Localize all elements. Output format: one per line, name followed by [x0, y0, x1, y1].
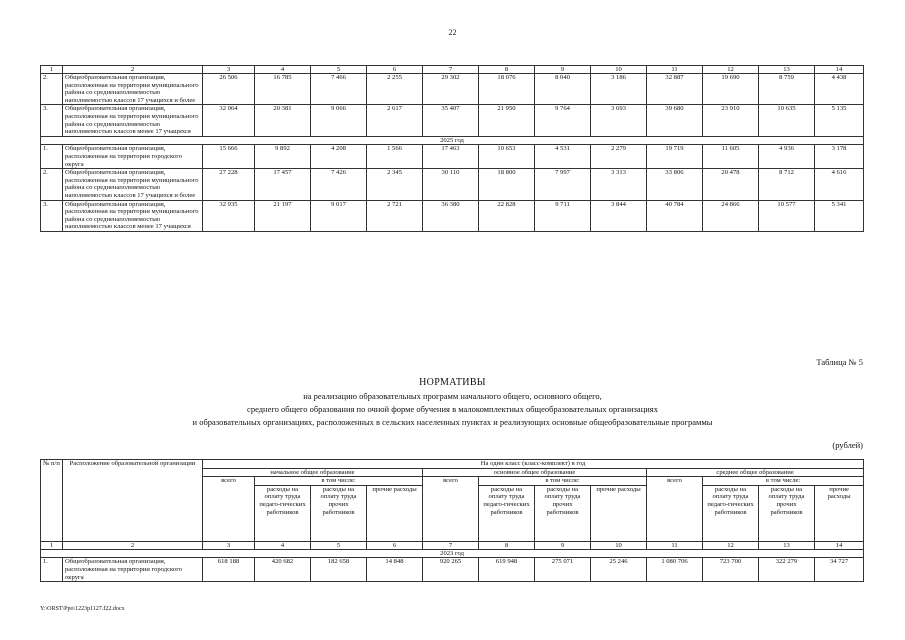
value-cell: 20 478 — [703, 169, 759, 200]
value-cell: 7 426 — [311, 169, 367, 200]
value-cell: 20 381 — [255, 105, 311, 136]
value-cell: 32 887 — [647, 74, 703, 105]
value-cell: 15 666 — [203, 145, 255, 169]
value-cell: 4 531 — [535, 145, 591, 169]
column-number: 7 — [423, 66, 479, 74]
org-location: Общеобразовательная организация, расположенная на территории муниципального района со средненаполняемостью наполняемостью классов менее 17 учащихся — [63, 200, 203, 231]
column-number: 7 — [423, 541, 479, 549]
value-cell: 322 279 — [759, 558, 815, 582]
value-cell: 7 466 — [311, 74, 367, 105]
page-number: 22 — [448, 28, 457, 37]
value-cell: 723 700 — [703, 558, 759, 582]
value-cell: 8 712 — [759, 169, 815, 200]
value-cell: 29 302 — [423, 74, 479, 105]
value-cell: 5 135 — [815, 105, 864, 136]
value-cell: 32 935 — [203, 200, 255, 231]
value-cell: 5 341 — [815, 200, 864, 231]
heading-line-1: на реализацию образовательных программ начального общего, основного общего, — [303, 391, 602, 401]
value-cell: 10 635 — [759, 105, 815, 136]
units-label: (рублей) — [832, 440, 863, 450]
value-cell: 17 463 — [423, 145, 479, 169]
value-cell: 35 407 — [423, 105, 479, 136]
value-cell: 2 721 — [367, 200, 423, 231]
value-cell: 16 785 — [255, 74, 311, 105]
value-cell: 2 345 — [367, 169, 423, 200]
header-sub-other: прочие расходы — [591, 485, 647, 541]
value-cell: 3 313 — [591, 169, 647, 200]
value-cell: 8 759 — [759, 74, 815, 105]
value-cell: 24 866 — [703, 200, 759, 231]
norms-table-continued — [40, 65, 864, 232]
value-cell: 920 265 — [423, 558, 479, 582]
column-number: 5 — [311, 541, 367, 549]
header-incl: в том числе: — [703, 477, 864, 486]
column-number: 11 — [647, 66, 703, 74]
value-cell: 9 066 — [311, 105, 367, 136]
year-row — [41, 136, 864, 145]
column-number: 8 — [479, 541, 535, 549]
org-location: Общеобразовательная организация, расположенная на территории муниципального района со средненаполняемостью наполняемостью классов 17 учащихся и более — [63, 74, 203, 105]
row-number: 1. — [41, 145, 63, 169]
column-number-row — [41, 541, 864, 549]
header-sub-other-staff: расходы на оплату труда прочих работников — [759, 485, 815, 541]
year-label: 2023 год — [41, 549, 864, 558]
value-cell: 33 806 — [647, 169, 703, 200]
heading-line-2: среднего общего образования по очной форме обучения в малокомплектных общеобразовательных организациях — [247, 404, 658, 414]
header-num: № п/п — [41, 460, 63, 542]
value-cell: 2 255 — [367, 74, 423, 105]
header-level-secondary: среднее общее образование — [647, 468, 864, 477]
year-row — [41, 549, 864, 558]
column-number: 14 — [815, 66, 864, 74]
column-number: 9 — [535, 66, 591, 74]
value-cell: 21 950 — [479, 105, 535, 136]
value-cell: 2 617 — [367, 105, 423, 136]
value-cell: 40 784 — [647, 200, 703, 231]
value-cell: 619 948 — [479, 558, 535, 582]
value-cell: 4 438 — [815, 74, 864, 105]
value-cell: 25 246 — [591, 558, 647, 582]
row-number: 1. — [41, 558, 63, 582]
header-incl: в том числе: — [479, 477, 647, 486]
header-top: На один класс (класс-комплект) в год — [203, 460, 864, 469]
column-number: 2 — [63, 541, 203, 549]
header-total: всего — [203, 477, 255, 542]
value-cell: 9 764 — [535, 105, 591, 136]
header-total: всего — [423, 477, 479, 542]
row-number: 3. — [41, 105, 63, 136]
value-cell: 4 616 — [815, 169, 864, 200]
org-location: Общеобразовательная организация, расположенная на территории городского округа — [63, 558, 203, 582]
header-sub-other: прочие расходы — [367, 485, 423, 541]
column-number: 5 — [311, 66, 367, 74]
column-number: 2 — [63, 66, 203, 74]
value-cell: 22 828 — [479, 200, 535, 231]
header-sub-other-staff: расходы на оплату труда прочих работников — [311, 485, 367, 541]
header-sub-ped: расходы на оплату труда педаго-гических работников — [255, 485, 311, 541]
value-cell: 27 228 — [203, 169, 255, 200]
value-cell: 19 719 — [647, 145, 703, 169]
value-cell: 21 197 — [255, 200, 311, 231]
value-cell: 1 566 — [367, 145, 423, 169]
value-cell: 3 186 — [591, 74, 647, 105]
value-cell: 32 064 — [203, 105, 255, 136]
row-number: 3. — [41, 200, 63, 231]
value-cell: 14 848 — [367, 558, 423, 582]
value-cell: 4 208 — [311, 145, 367, 169]
org-location: Общеобразовательная организация, расположенная на территории муниципального района со средненаполняемостью наполняемостью классов менее 17 учащихся — [63, 105, 203, 136]
value-cell: 19 690 — [703, 74, 759, 105]
value-cell: 182 658 — [311, 558, 367, 582]
value-cell: 26 506 — [203, 74, 255, 105]
header-level-basic: основное общее образование — [423, 468, 647, 477]
column-number: 14 — [815, 541, 864, 549]
value-cell: 8 040 — [535, 74, 591, 105]
header-sub-ped: расходы на оплату труда педаго-гических работников — [479, 485, 535, 541]
value-cell: 9 892 — [255, 145, 311, 169]
header-total: всего — [647, 477, 703, 542]
value-cell: 10 577 — [759, 200, 815, 231]
column-number: 12 — [703, 66, 759, 74]
table-row — [41, 105, 864, 136]
norms-table-5 — [40, 459, 864, 582]
column-number-row — [41, 66, 864, 74]
column-number: 9 — [535, 541, 591, 549]
value-cell: 7 997 — [535, 169, 591, 200]
org-location: Общеобразовательная организация, расположенная на территории муниципального района со средненаполняемостью наполняемостью классов 17 учащихся и более — [63, 169, 203, 200]
header-sub-other: прочие расходы — [815, 485, 864, 541]
column-number: 12 — [703, 541, 759, 549]
column-number: 13 — [759, 66, 815, 74]
row-number: 2. — [41, 74, 63, 105]
column-number: 1 — [41, 66, 63, 74]
column-number: 6 — [367, 66, 423, 74]
value-cell: 18 076 — [479, 74, 535, 105]
column-number: 8 — [479, 66, 535, 74]
file-path-footer: Y:\ORST\Ppo\1223p1127.f22.docx — [40, 606, 125, 612]
value-cell: 275 071 — [535, 558, 591, 582]
value-cell: 1 080 706 — [647, 558, 703, 582]
value-cell: 18 800 — [479, 169, 535, 200]
value-cell: 4 936 — [759, 145, 815, 169]
header-org: Расположение образовательной организации — [63, 460, 203, 542]
column-number: 3 — [203, 541, 255, 549]
table-label: Таблица № 5 — [816, 357, 863, 367]
column-number: 4 — [255, 66, 311, 74]
table-row — [41, 558, 864, 582]
column-number: 3 — [203, 66, 255, 74]
column-number: 1 — [41, 541, 63, 549]
table-row — [41, 145, 864, 169]
value-cell: 17 457 — [255, 169, 311, 200]
value-cell: 30 110 — [423, 169, 479, 200]
column-number: 10 — [591, 541, 647, 549]
value-cell: 23 910 — [703, 105, 759, 136]
column-number: 4 — [255, 541, 311, 549]
value-cell: 39 680 — [647, 105, 703, 136]
header-sub-ped: расходы на оплату труда педаго-гических работников — [703, 485, 759, 541]
table-row — [41, 200, 864, 231]
value-cell: 3 178 — [815, 145, 864, 169]
value-cell: 618 188 — [203, 558, 255, 582]
value-cell: 36 380 — [423, 200, 479, 231]
table-row — [41, 169, 864, 200]
column-number: 11 — [647, 541, 703, 549]
value-cell: 34 727 — [815, 558, 864, 582]
value-cell: 9 017 — [311, 200, 367, 231]
value-cell: 9 711 — [535, 200, 591, 231]
column-number: 10 — [591, 66, 647, 74]
value-cell: 2 279 — [591, 145, 647, 169]
heading-title: НОРМАТИВЫ — [419, 377, 486, 388]
value-cell: 3 844 — [591, 200, 647, 231]
column-number: 6 — [367, 541, 423, 549]
row-number: 2. — [41, 169, 63, 200]
value-cell: 11 605 — [703, 145, 759, 169]
header-sub-other-staff: расходы на оплату труда прочих работников — [535, 485, 591, 541]
org-location: Общеобразовательная организация, расположенная на территории городского округа — [63, 145, 203, 169]
heading-line-3: и образовательных организациях, расположенных в сельских населенных пунктах и реализующих основные общеобразовательные программы — [192, 417, 713, 427]
column-number: 13 — [759, 541, 815, 549]
header-level-primary: начальное общее образование — [203, 468, 423, 477]
value-cell: 420 682 — [255, 558, 311, 582]
table-row — [41, 74, 864, 105]
header-incl: в том числе: — [255, 477, 423, 486]
value-cell: 3 693 — [591, 105, 647, 136]
year-label: 2025 год — [41, 136, 864, 145]
value-cell: 10 653 — [479, 145, 535, 169]
